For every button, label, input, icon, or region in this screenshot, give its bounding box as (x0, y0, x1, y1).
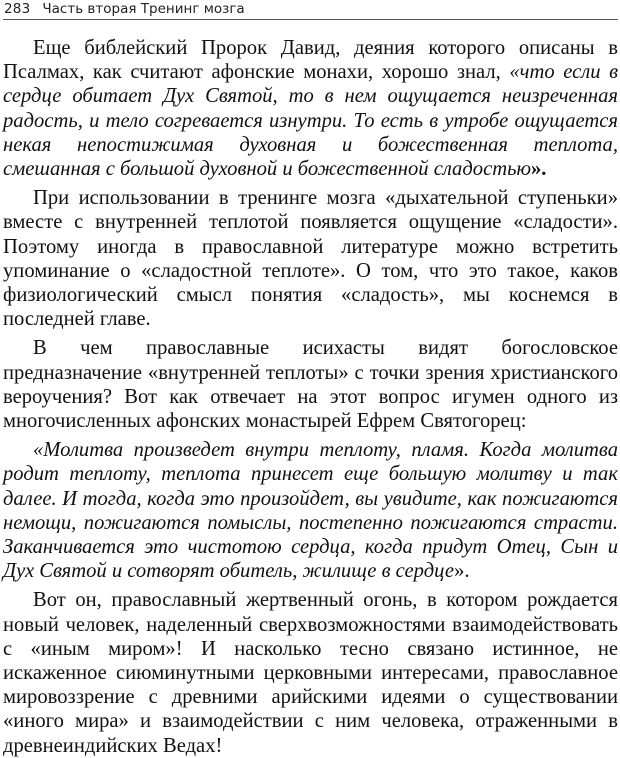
paragraph-1-quote-close: ». (530, 158, 547, 181)
paragraph-1-quote: «что если в сердце обитает Дух Святой, то в нем ощущается неизреченная радость, и тело согревается изнутри. То есть в утробе ощущается некая непостижимая духовная и божественная теплота, смешанная с большой духовной и божественной сладостью (3, 61, 619, 181)
paragraph-1 (3, 36, 618, 181)
paragraph-3 (3, 336, 618, 433)
paragraph-2 (3, 186, 618, 331)
paragraph-4-quote (3, 438, 618, 583)
paragraph-5-text: Вот он, православный жертвенный огонь, в котором рождается новый человек, наделенный сверхвозможностями взаимодействовать с «иным миром»! И насколько тесно связано истинное, не искаженное сиюминутными церковными интересами, православное мировоззрение с древними арийскими идеями о существовании «иного мира» и взаимодействии с ним человека, отраженными в древнеиндийских Ведах! (3, 589, 618, 757)
page-number: 283 (4, 1, 31, 17)
paragraph-1-text: Еще библейский Пророк Давид, деяния которого описаны в Псалмах, как считают афонские монахи, хорошо знал, (3, 37, 618, 84)
paragraph-2-text: При использовании в тренинге мозга «дыхательной ступеньки» вместе с внутренней теплотой появляется ощущение «сладости». Поэтому иногда в православной литературе можно встретить упоминание о «сладостной теплоте». О том, что это такое, каков физиологический смысл понятия «сладость», мы коснемся в последней главе. (3, 187, 618, 331)
paragraph-5 (3, 588, 618, 757)
paragraph-4-quote-close: ». (454, 560, 470, 583)
paragraph-4-quote-text: «Молитва произведет внутри теплоту, пламя. Когда молитва родит теплоту, теплота принесет еще большую молитву и так далее. И тогда, когда это произойдет, вы увидите, как пожигаются немощи, пожигаются помыслы, постепенно пожигаются страсти. Заканчивается это чистотою сердца, когда придут Отец, Сын и Дух Святой и сотворят обитель, жилище в сердце (3, 439, 618, 583)
running-header (3, 0, 618, 20)
section-title: Часть вторая Тренинг мозга (42, 1, 245, 17)
body-text (3, 36, 618, 758)
paragraph-3-text: В чем православные исихасты видят богословское предназначение «внутренней теплоты» с точки зрения христианского вероучения? Вот как отвечает на этот вопрос игумен одного из многочисленных афонских монастырей Ефрем Святогорец: (3, 337, 618, 433)
